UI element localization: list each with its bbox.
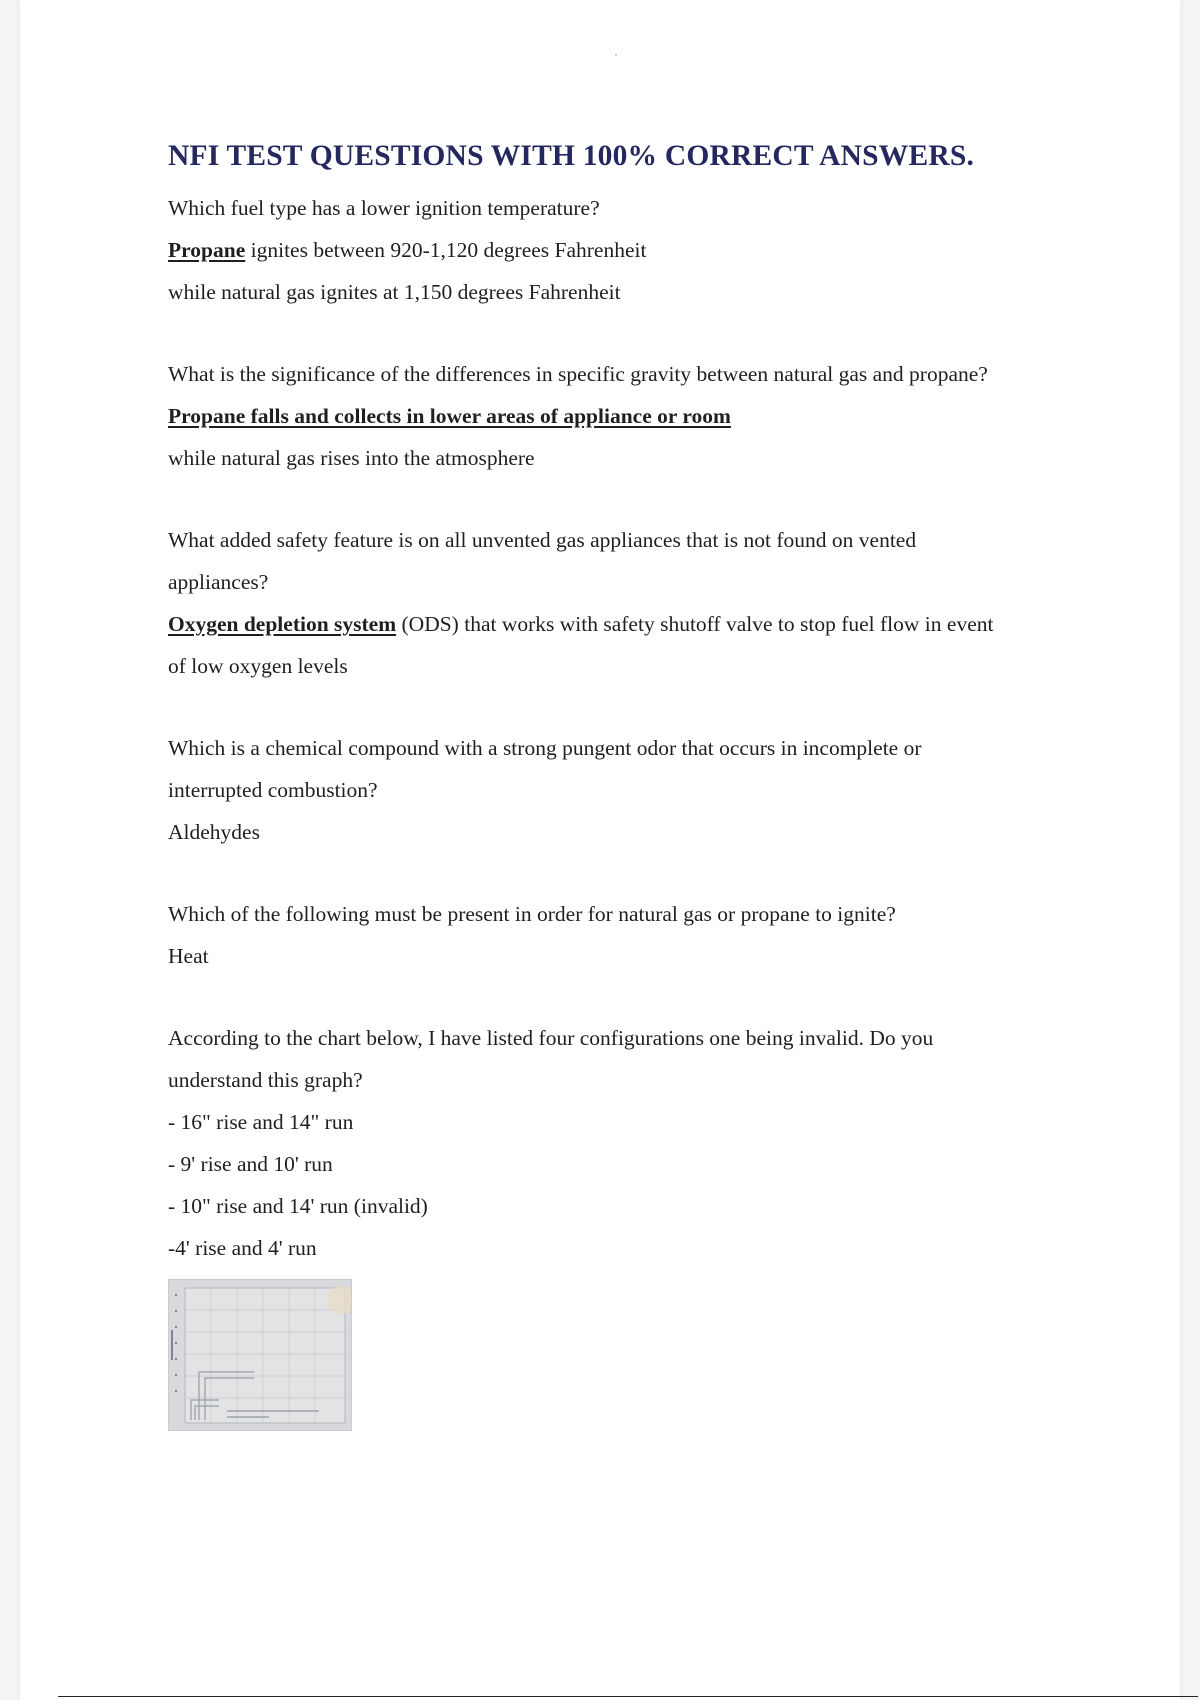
config-item: - 9' rise and 10' run bbox=[168, 1152, 333, 1176]
document-body bbox=[168, 140, 1108, 1431]
question-1: Which fuel type has a lower ignition temperature? bbox=[168, 196, 600, 220]
question-3-line1: What added safety feature is on all unvented gas appliances that is not found on vented bbox=[168, 528, 917, 552]
config-item: - 10" rise and 14' run (invalid) bbox=[168, 1194, 428, 1218]
bottom-rule bbox=[58, 1696, 1198, 1697]
answer-4: Aldehydes bbox=[168, 820, 260, 844]
answer-2-line2: while natural gas rises into the atmosphere bbox=[168, 446, 535, 470]
answer-3-key: Oxygen depletion system bbox=[168, 612, 397, 636]
question-6-line2: understand this graph? bbox=[168, 1068, 363, 1092]
answer-1-rest: ignites between 920-1,120 degrees Fahrenheit bbox=[245, 238, 647, 262]
page-speck bbox=[615, 54, 617, 56]
question-3-line2: appliances? bbox=[168, 570, 269, 594]
answer-1-key: Propane bbox=[168, 238, 246, 262]
question-4-line2: interrupted combustion? bbox=[168, 778, 378, 802]
answer-3 bbox=[168, 603, 1108, 645]
config-item: -4' rise and 4' run bbox=[168, 1236, 317, 1260]
question-6-line1: According to the chart below, I have listed four configurations one being invalid. Do you bbox=[168, 1026, 934, 1050]
question-4-line1: Which is a chemical compound with a strong pungent odor that occurs in incomplete or bbox=[168, 736, 922, 760]
answer-5: Heat bbox=[168, 944, 209, 968]
vent-chart-drawing bbox=[169, 1280, 351, 1430]
document-page bbox=[20, 0, 1180, 1700]
answer-2 bbox=[168, 395, 1108, 437]
answer-3-line2: of low oxygen levels bbox=[168, 654, 348, 678]
question-2: What is the significance of the differences in specific gravity between natural gas and propane? bbox=[168, 362, 988, 386]
answer-2-key: Propane falls and collects in lower areas of appliance or room bbox=[168, 404, 731, 428]
question-5: Which of the following must be present in order for natural gas or propane to ignite? bbox=[168, 902, 896, 926]
answer-1-line2: while natural gas ignites at 1,150 degrees Fahrenheit bbox=[168, 280, 621, 304]
answer-1 bbox=[168, 229, 1108, 271]
vent-chart-thumbnail bbox=[168, 1279, 352, 1431]
config-item: - 16" rise and 14" run bbox=[168, 1110, 354, 1134]
answer-3-rest: (ODS) that works with safety shutoff valve to stop fuel flow in event bbox=[396, 612, 994, 636]
document-title: NFI TEST QUESTIONS WITH 100% CORRECT ANSWERS. bbox=[168, 140, 975, 172]
